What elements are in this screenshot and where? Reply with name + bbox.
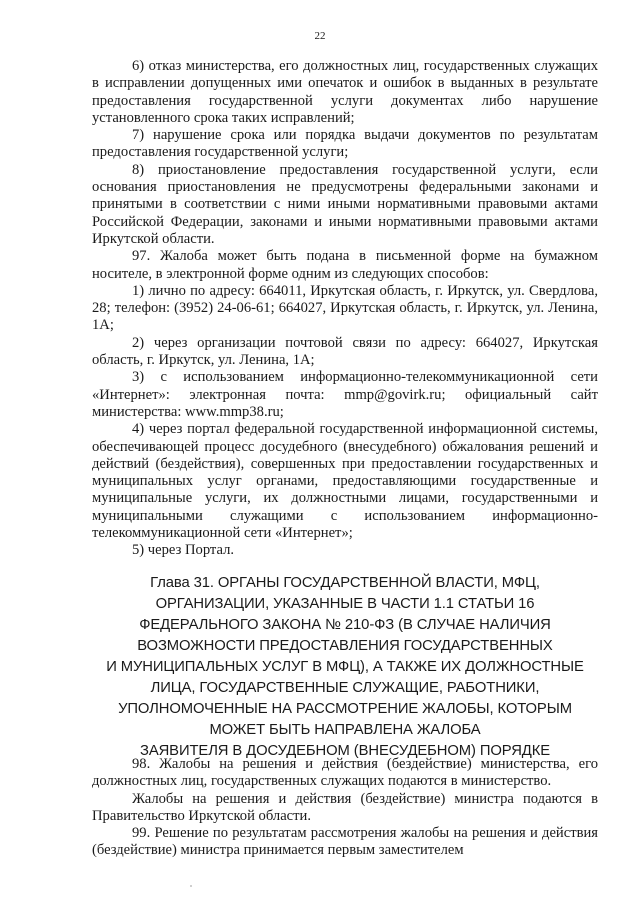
paragraph-item-8: 8) приостановление предоставления государственной услуги, если основания приостановления не предусмотрены федеральными законами и принятыми в соответствии с ними иными нормативными правовыми актами Российской Федерации, законами и иными нормативными правовыми актами Иркутской области. xyxy=(92,161,598,247)
chapter-title-line: МОЖЕТ БЫТЬ НАПРАВЛЕНА ЖАЛОБА xyxy=(209,722,481,738)
chapter-title-line: ВОЗМОЖНОСТИ ПРЕДОСТАВЛЕНИЯ ГОСУДАРСТВЕННЫХ xyxy=(137,638,553,654)
paragraph-98: 98. Жалобы на решения и действия (бездействие) министерства, его должностных лиц, государственных служащих подаются в министерство. xyxy=(92,756,598,790)
chapter-title-line: ОРГАНИЗАЦИИ, УКАЗАННЫЕ В ЧАСТИ 1.1 СТАТЬИ 16 xyxy=(155,596,535,612)
chapter-title-line: УПОЛНОМОЧЕННЫЕ НА РАССМОТРЕНИЕ ЖАЛОБЫ, КОТОРЫМ xyxy=(118,701,572,717)
scan-dot xyxy=(190,885,192,887)
paragraph-98-minister: Жалобы на решения и действия (бездействие) министра подаются в Правительство Иркутской области. xyxy=(92,790,598,824)
page-number: 22 xyxy=(314,30,326,42)
paragraph-method-2: 2) через организации почтовой связи по адресу: 664027, Иркутская область, г. Иркутск, ул. Ленина, 1А; xyxy=(92,334,598,369)
chapter-title xyxy=(92,573,598,762)
paragraph-method-5: 5) через Портал. xyxy=(132,542,235,559)
paragraph-item-7: 7) нарушение срока или порядка выдачи документов по результатам предоставления государственной услуги; xyxy=(92,127,598,161)
chapter-title-line: И МУНИЦИПАЛЬНЫХ УСЛУГ В МФЦ), А ТАКЖЕ ИХ ДОЛЖНОСТНЫЕ xyxy=(106,659,584,675)
document-body xyxy=(92,58,598,560)
paragraph-method-1: 1) лично по адресу: 664011, Иркутская область, г. Иркутск, ул. Свердлова, 28; телефон: (3952) 24-06-61; 664027, Иркутская область, г. Иркутск, ул. Ленина, 1А; xyxy=(92,282,598,334)
chapter-title-line: ЛИЦА, ГОСУДАРСТВЕННЫЕ СЛУЖАЩИЕ, РАБОТНИКИ, xyxy=(150,680,540,696)
paragraph-method-3: 3) с использованием информационно-телекоммуникационной сети «Интернет»: электронная почта: mmp@govirk.ru; официальный сайт министерства: www.mmp38.ru; xyxy=(92,369,598,420)
chapter-title-line: ФЕДЕРАЛЬНОГО ЗАКОНА № 210-ФЗ (В СЛУЧАЕ НАЛИЧИЯ xyxy=(139,617,551,633)
paragraph-method-4: 4) через портал федеральной государственной информационной системы, обеспечивающей процесс досудебного (внесудебного) обжалования решений и действий (бездействия), совершенных при предоставлении государственных и муниципальных услуг органами, предоставляющими государственные и муниципальные услуги, их должностными лицами, государственными и муниципальными служащими с использованием информационно-телекоммуникационной сети «Интернет»; xyxy=(92,421,598,542)
chapter-title-line: Глава 31. ОРГАНЫ ГОСУДАРСТВЕННОЙ ВЛАСТИ, МФЦ, xyxy=(150,575,540,591)
chapter-title-line: ЗАЯВИТЕЛЯ В ДОСУДЕБНОМ (ВНЕСУДЕБНОМ) ПОРЯДКЕ xyxy=(139,743,550,759)
paragraph-item-6: 6) отказ министерства, его должностных лиц, государственных служащих в исправлении допущенных ими опечаток и ошибок в выданных в результате предоставления государственной услуги документах либо нарушение установленного срока таких исправлений; xyxy=(92,58,598,126)
paragraph-99: 99. Решение по результатам рассмотрения жалобы на решения и действия (бездействие) министра принимается первым заместителем xyxy=(92,825,598,859)
paragraph-97: 97. Жалоба может быть подана в письменной форме на бумажном носителе, в электронной форме одним из следующих способов: xyxy=(92,248,598,282)
document-body-lower xyxy=(92,756,598,860)
